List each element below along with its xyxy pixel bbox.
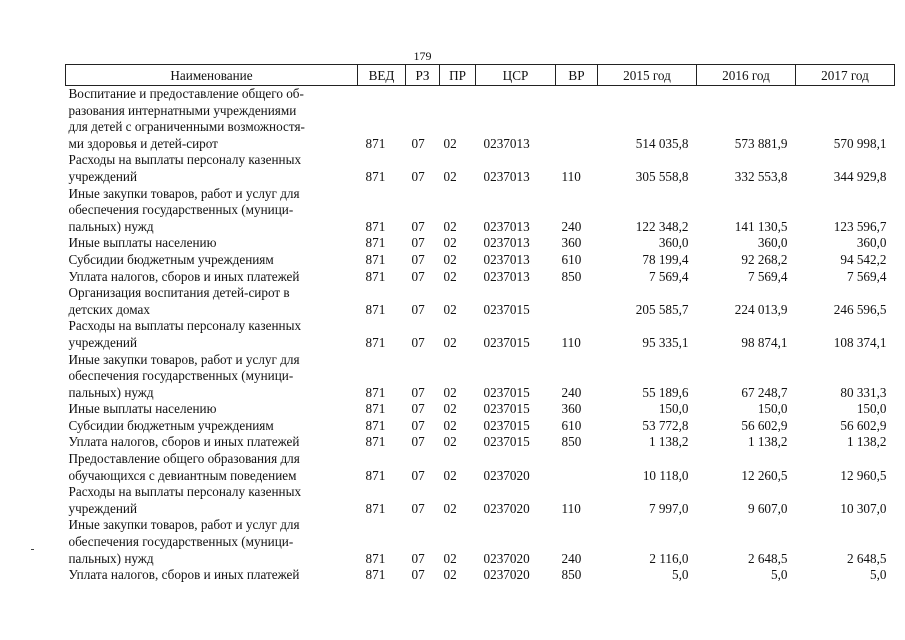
table-row xyxy=(66,418,895,435)
name-line: учреждений xyxy=(68,168,138,184)
name-line: Субсидии бюджетным учреждениям xyxy=(68,417,274,433)
cell-y2015: 2 116,0 xyxy=(649,550,689,566)
cell-pr: 02 xyxy=(443,218,457,234)
cell-y2016: 98 874,1 xyxy=(741,334,788,350)
cell-csr: 0237015 xyxy=(483,417,530,433)
header-2016: 2016 год xyxy=(697,65,796,86)
cell-y2017: 570 998,1 xyxy=(833,135,887,151)
cell-csr: 0237015 xyxy=(483,384,530,400)
cell-rz: 07 xyxy=(411,401,425,417)
cell-y2016: 360,0 xyxy=(757,235,788,251)
name-line: Уплата налогов, сборов и иных платежей xyxy=(68,268,300,284)
cell-name xyxy=(66,235,358,252)
cell-vr: 240 xyxy=(561,384,582,400)
cell-y2016: 5,0 xyxy=(771,567,788,583)
page-number: 179 xyxy=(413,49,432,63)
cell-rz: 07 xyxy=(411,168,425,184)
name-line: Иные закупки товаров, работ и услуг для xyxy=(68,351,300,367)
table-row xyxy=(66,484,895,517)
cell-y2016: 92 268,2 xyxy=(741,251,788,267)
cell-ved: 871 xyxy=(365,268,386,284)
cell-y2015: 360,0 xyxy=(658,235,689,251)
cell-ved: 871 xyxy=(365,434,386,450)
name-line: Расходы на выплаты персоналу казенных xyxy=(68,152,302,168)
table-row xyxy=(66,86,895,153)
cell-pr: 02 xyxy=(443,550,457,566)
cell-pr: 02 xyxy=(443,401,457,417)
cell-ved: 871 xyxy=(365,235,386,251)
cell-name xyxy=(66,401,358,418)
name-line: ми здоровья и детей-сирот xyxy=(68,135,218,151)
cell-rz: 07 xyxy=(411,550,425,566)
cell-y2015: 514 035,8 xyxy=(635,135,689,151)
cell-pr: 02 xyxy=(443,384,457,400)
cell-y2017: 344 929,8 xyxy=(833,168,887,184)
header-csr: ЦСР xyxy=(476,65,556,86)
cell-rz: 07 xyxy=(411,235,425,251)
header-2017: 2017 год xyxy=(796,65,895,86)
cell-name xyxy=(66,269,358,286)
cell-y2015: 305 558,8 xyxy=(635,168,689,184)
cell-pr: 02 xyxy=(443,467,457,483)
cell-y2016: 150,0 xyxy=(757,401,788,417)
cell-y2017: 2 648,5 xyxy=(846,550,887,566)
cell-vr: 610 xyxy=(561,251,582,267)
name-line: обеспечения государственных (муници- xyxy=(68,534,294,550)
name-line: Расходы на выплаты персоналу казенных xyxy=(68,318,302,334)
cell-pr: 02 xyxy=(443,268,457,284)
header-rz: РЗ xyxy=(406,65,440,86)
cell-vr: 850 xyxy=(561,567,582,583)
margin-mark xyxy=(31,549,34,550)
table-row xyxy=(66,567,895,584)
header-vr: ВР xyxy=(556,65,598,86)
cell-y2016: 1 138,2 xyxy=(747,434,788,450)
cell-pr: 02 xyxy=(443,434,457,450)
cell-rz: 07 xyxy=(411,567,425,583)
cell-csr: 0237013 xyxy=(483,168,530,184)
cell-ved: 871 xyxy=(365,417,386,433)
cell-y2016: 9 607,0 xyxy=(747,500,788,516)
name-line: пальных) нужд xyxy=(68,550,154,566)
cell-csr: 0237015 xyxy=(483,334,530,350)
name-line: Уплата налогов, сборов и иных платежей xyxy=(68,567,300,583)
cell-rz: 07 xyxy=(411,218,425,234)
cell-name xyxy=(66,318,358,351)
cell-ved: 871 xyxy=(365,500,386,516)
cell-name xyxy=(66,434,358,451)
cell-y2016: 573 881,9 xyxy=(734,135,788,151)
cell-rz: 07 xyxy=(411,268,425,284)
cell-y2015: 7 997,0 xyxy=(648,500,689,516)
cell-y2016: 2 648,5 xyxy=(747,550,788,566)
cell-vr xyxy=(556,451,598,484)
cell-vr: 240 xyxy=(561,218,582,234)
cell-name xyxy=(66,86,358,153)
cell-y2016: 56 602,9 xyxy=(741,417,788,433)
cell-ved: 871 xyxy=(365,401,386,417)
cell-name xyxy=(66,567,358,584)
cell-pr: 02 xyxy=(443,567,457,583)
cell-pr: 02 xyxy=(443,334,457,350)
cell-rz: 07 xyxy=(411,467,425,483)
cell-name xyxy=(66,484,358,517)
cell-ved: 871 xyxy=(365,384,386,400)
cell-vr: 360 xyxy=(561,401,582,417)
cell-y2016: 332 553,8 xyxy=(734,168,788,184)
name-line: учреждений xyxy=(68,500,138,516)
name-line: Уплата налогов, сборов и иных платежей xyxy=(68,434,300,450)
cell-y2015: 150,0 xyxy=(658,401,689,417)
table-row xyxy=(66,451,895,484)
cell-pr: 02 xyxy=(443,301,457,317)
cell-name xyxy=(66,252,358,269)
cell-y2016: 67 248,7 xyxy=(741,384,788,400)
cell-rz: 07 xyxy=(411,434,425,450)
cell-ved: 871 xyxy=(365,168,386,184)
header-2015: 2015 год xyxy=(598,65,697,86)
cell-name xyxy=(66,285,358,318)
cell-y2016: 141 130,5 xyxy=(734,218,788,234)
name-line: учреждений xyxy=(68,334,138,350)
cell-csr: 0237020 xyxy=(483,500,530,516)
cell-ved: 871 xyxy=(365,135,386,151)
table-row xyxy=(66,434,895,451)
cell-name xyxy=(66,352,358,402)
table-row xyxy=(66,252,895,269)
cell-rz: 07 xyxy=(411,251,425,267)
cell-ved: 871 xyxy=(365,218,386,234)
cell-csr: 0237015 xyxy=(483,434,530,450)
cell-ved: 871 xyxy=(365,301,386,317)
cell-y2017: 123 596,7 xyxy=(833,218,887,234)
name-line: Иные закупки товаров, работ и услуг для xyxy=(68,185,300,201)
table-row xyxy=(66,401,895,418)
cell-y2017: 56 602,9 xyxy=(840,417,887,433)
cell-csr: 0237020 xyxy=(483,567,530,583)
header-ved: ВЕД xyxy=(358,65,406,86)
header-pr: ПР xyxy=(440,65,476,86)
cell-y2015: 53 772,8 xyxy=(642,417,689,433)
cell-csr: 0237013 xyxy=(483,218,530,234)
cell-y2017: 1 138,2 xyxy=(846,434,887,450)
name-line: Субсидии бюджетным учреждениям xyxy=(68,251,274,267)
cell-vr xyxy=(556,285,598,318)
table-row xyxy=(66,517,895,567)
cell-y2017: 10 307,0 xyxy=(840,500,887,516)
cell-y2017: 94 542,2 xyxy=(840,251,887,267)
cell-y2017: 5,0 xyxy=(870,567,887,583)
cell-y2017: 150,0 xyxy=(856,401,887,417)
table-row xyxy=(66,352,895,402)
table-row xyxy=(66,152,895,185)
name-line: Иные выплаты населению xyxy=(68,401,217,417)
cell-ved: 871 xyxy=(365,567,386,583)
cell-pr: 02 xyxy=(443,251,457,267)
cell-y2017: 12 960,5 xyxy=(840,467,887,483)
cell-csr: 0237020 xyxy=(483,467,530,483)
name-line: Организация воспитания детей-сирот в xyxy=(68,285,290,301)
cell-rz: 07 xyxy=(411,135,425,151)
cell-csr: 0237013 xyxy=(483,135,530,151)
cell-y2015: 7 569,4 xyxy=(648,268,689,284)
name-line: обеспечения государственных (муници- xyxy=(68,368,294,384)
cell-vr: 110 xyxy=(561,334,581,350)
cell-name xyxy=(66,517,358,567)
cell-pr: 02 xyxy=(443,168,457,184)
cell-csr: 0237013 xyxy=(483,235,530,251)
cell-y2015: 10 118,0 xyxy=(642,467,689,483)
cell-csr: 0237013 xyxy=(483,268,530,284)
cell-vr xyxy=(556,86,598,153)
cell-ved: 871 xyxy=(365,550,386,566)
budget-table xyxy=(65,64,895,584)
cell-y2017: 7 569,4 xyxy=(846,268,887,284)
cell-y2015: 5,0 xyxy=(672,567,689,583)
cell-csr: 0237015 xyxy=(483,401,530,417)
table-row xyxy=(66,269,895,286)
cell-rz: 07 xyxy=(411,301,425,317)
cell-vr: 610 xyxy=(561,417,582,433)
cell-pr: 02 xyxy=(443,235,457,251)
name-line: обеспечения государственных (муници- xyxy=(68,202,294,218)
name-line: разования интернатными учреждениями xyxy=(68,102,297,118)
cell-y2015: 122 348,2 xyxy=(635,218,689,234)
cell-rz: 07 xyxy=(411,334,425,350)
name-line: детских домах xyxy=(68,301,150,317)
cell-pr: 02 xyxy=(443,135,457,151)
cell-csr: 0237020 xyxy=(483,550,530,566)
cell-vr: 240 xyxy=(561,550,582,566)
cell-ved: 871 xyxy=(365,251,386,267)
cell-vr: 110 xyxy=(561,500,581,516)
cell-pr: 02 xyxy=(443,500,457,516)
name-line: Иные закупки товаров, работ и услуг для xyxy=(68,517,300,533)
cell-vr: 110 xyxy=(561,168,581,184)
cell-ved: 871 xyxy=(365,467,386,483)
cell-name xyxy=(66,186,358,236)
cell-ved: 871 xyxy=(365,334,386,350)
cell-rz: 07 xyxy=(411,417,425,433)
table-header xyxy=(66,65,895,86)
cell-rz: 07 xyxy=(411,384,425,400)
cell-rz: 07 xyxy=(411,500,425,516)
cell-y2016: 7 569,4 xyxy=(747,268,788,284)
name-line: пальных) нужд xyxy=(68,384,154,400)
table-row xyxy=(66,235,895,252)
cell-name xyxy=(66,451,358,484)
table-row xyxy=(66,285,895,318)
cell-vr: 360 xyxy=(561,235,582,251)
cell-y2017: 80 331,3 xyxy=(840,384,887,400)
cell-name xyxy=(66,152,358,185)
name-line: обучающихся с девиантным поведением xyxy=(68,467,297,483)
name-line: Воспитание и предоставление общего об- xyxy=(68,86,304,101)
name-line: Расходы на выплаты персоналу казенных xyxy=(68,484,302,500)
name-line: для детей с ограниченными возможностя- xyxy=(68,119,305,135)
table-row xyxy=(66,186,895,236)
cell-y2015: 95 335,1 xyxy=(642,334,689,350)
cell-vr: 850 xyxy=(561,434,582,450)
cell-vr: 850 xyxy=(561,268,582,284)
name-line: пальных) нужд xyxy=(68,218,154,234)
name-line: Иные выплаты населению xyxy=(68,235,217,251)
cell-name xyxy=(66,418,358,435)
cell-y2015: 78 199,4 xyxy=(642,251,689,267)
cell-y2017: 246 596,5 xyxy=(833,301,887,317)
header-name: Наименование xyxy=(66,65,358,86)
name-line: Предоставление общего образования для xyxy=(68,451,300,467)
cell-y2016: 12 260,5 xyxy=(741,467,788,483)
table-row xyxy=(66,318,895,351)
cell-y2015: 55 189,6 xyxy=(642,384,689,400)
cell-y2017: 108 374,1 xyxy=(833,334,887,350)
cell-pr: 02 xyxy=(443,417,457,433)
cell-y2016: 224 013,9 xyxy=(734,301,788,317)
cell-y2015: 205 585,7 xyxy=(635,301,689,317)
cell-csr: 0237013 xyxy=(483,251,530,267)
cell-csr: 0237015 xyxy=(483,301,530,317)
table-body xyxy=(66,86,895,584)
cell-y2015: 1 138,2 xyxy=(648,434,689,450)
cell-y2017: 360,0 xyxy=(856,235,887,251)
